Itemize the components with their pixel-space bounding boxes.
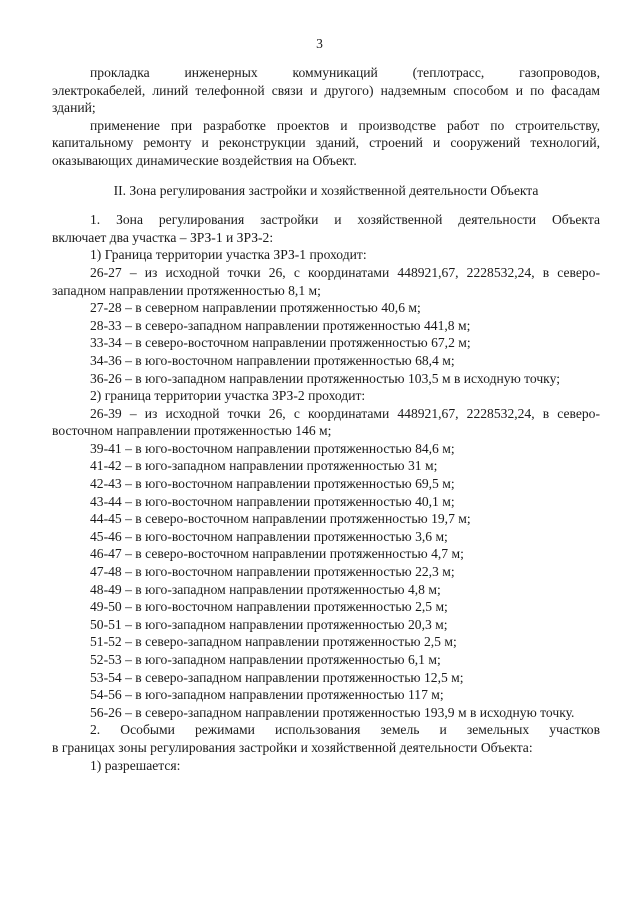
paragraph-intro-1b: электрокабелей, линий телефонной связи и другого) надземным способом и по фасадам зданий; [52, 82, 600, 116]
boundary-segment: 41-42 – в юго-западном направлении протяженностью 31 м; [90, 458, 438, 474]
boundary-segment: 51-52 – в северо-западном направлении протяженностью 2,5 м; [90, 634, 457, 650]
boundary-segment: 50-51 – в юго-западном направлении протяженностью 20,3 м; [90, 616, 448, 632]
document-body [52, 64, 600, 774]
zrz1-title: 1) Граница территории участка ЗРЗ-1 проходит: [90, 247, 367, 263]
boundary-segment: 49-50 – в юго-восточном направлении протяженностью 2,5 м; [90, 599, 448, 615]
paragraph-2-line-1: 2. Особыми режимами использования земель и земельных участков [90, 722, 600, 738]
boundary-segment: 46-47 – в северо-восточном направлении протяженностью 4,7 м; [90, 546, 464, 562]
boundary-segment: 33-34 – в северо-восточном направлении протяженностью 67,2 м; [90, 335, 471, 351]
boundary-segment: 52-53 – в юго-западном направлении протяженностью 6,1 м; [90, 652, 441, 667]
paragraph-1-line-1: 1. Зона регулирования застройки и хозяйственной деятельности Объекта [90, 212, 600, 228]
permitted-subheading: 1) разрешается: [90, 757, 181, 773]
zrz1-boundary-list [52, 264, 600, 387]
zrz2-title: 2) граница территории участка ЗРЗ-2 проходит: [90, 388, 366, 404]
paragraph-1-line-2: включает два участка – ЗРЗ-1 и ЗРЗ-2: [52, 229, 274, 245]
boundary-segment: 48-49 – в юго-западном направлении протяженностью 4,8 м; [90, 581, 441, 597]
boundary-segment: 36-26 – в юго-западном направлении протяженностью 103,5 м в исходную точку; [90, 370, 560, 386]
boundary-segment: 26-39 – из исходной точки 26, с координатами 448921,67, 2228532,24, в северо-восточном направлении протяженностью 146 м; [52, 405, 600, 439]
boundary-segment: 27-28 – в северном направлении протяженностью 40,6 м; [90, 300, 421, 316]
boundary-segment: 39-41 – в юго-восточном направлении протяженностью 84,6 м; [90, 440, 455, 456]
paragraph-intro-2: применение при разработке проектов и производстве работ по строительству, капитальному ремонту и реконструкции зданий, строений и сооружений технологий, оказывающих динамические воздействия на Объект. [52, 117, 600, 168]
boundary-segment: 47-48 – в юго-восточном направлении протяженностью 22,3 м; [90, 564, 455, 580]
paragraph-2-line-2: в границах зоны регулирования застройки и хозяйственной деятельности Объекта: [52, 739, 533, 755]
boundary-segment: 42-43 – в юго-восточном направлении протяженностью 69,5 м; [90, 476, 455, 492]
zrz2-boundary-list [52, 405, 600, 722]
boundary-segment: 44-45 – в северо-восточном направлении протяженностью 19,7 м; [90, 511, 471, 527]
boundary-segment: 53-54 – в северо-западном направлении протяженностью 12,5 м; [90, 669, 464, 685]
boundary-segment: 28-33 – в северо-западном направлении протяженностью 441,8 м; [90, 317, 471, 333]
boundary-segment: 34-36 – в юго-восточном направлении протяженностью 68,4 м; [90, 352, 455, 368]
boundary-segment: 54-56 – в юго-западном направлении протяженностью 117 м; [90, 687, 444, 703]
boundary-segment: 26-27 – из исходной точки 26, с координатами 448921,67, 2228532,24, в северо-западном направлении протяженностью 8,1 м; [52, 264, 600, 298]
boundary-segment: 45-46 – в юго-восточном направлении протяженностью 3,6 м; [90, 528, 448, 544]
boundary-segment: 43-44 – в юго-восточном направлении протяженностью 40,1 м; [90, 493, 455, 509]
boundary-segment: 56-26 – в северо-западном направлении протяженностью 193,9 м в исходную точку. [90, 704, 575, 720]
paragraph-intro-1a: прокладка инженерных коммуникаций (теплотрасс, газопроводов, [90, 65, 600, 80]
section-heading: II. Зона регулирования застройки и хозяйственной деятельности Объекта [113, 182, 539, 198]
page-number: 3 [316, 36, 323, 51]
